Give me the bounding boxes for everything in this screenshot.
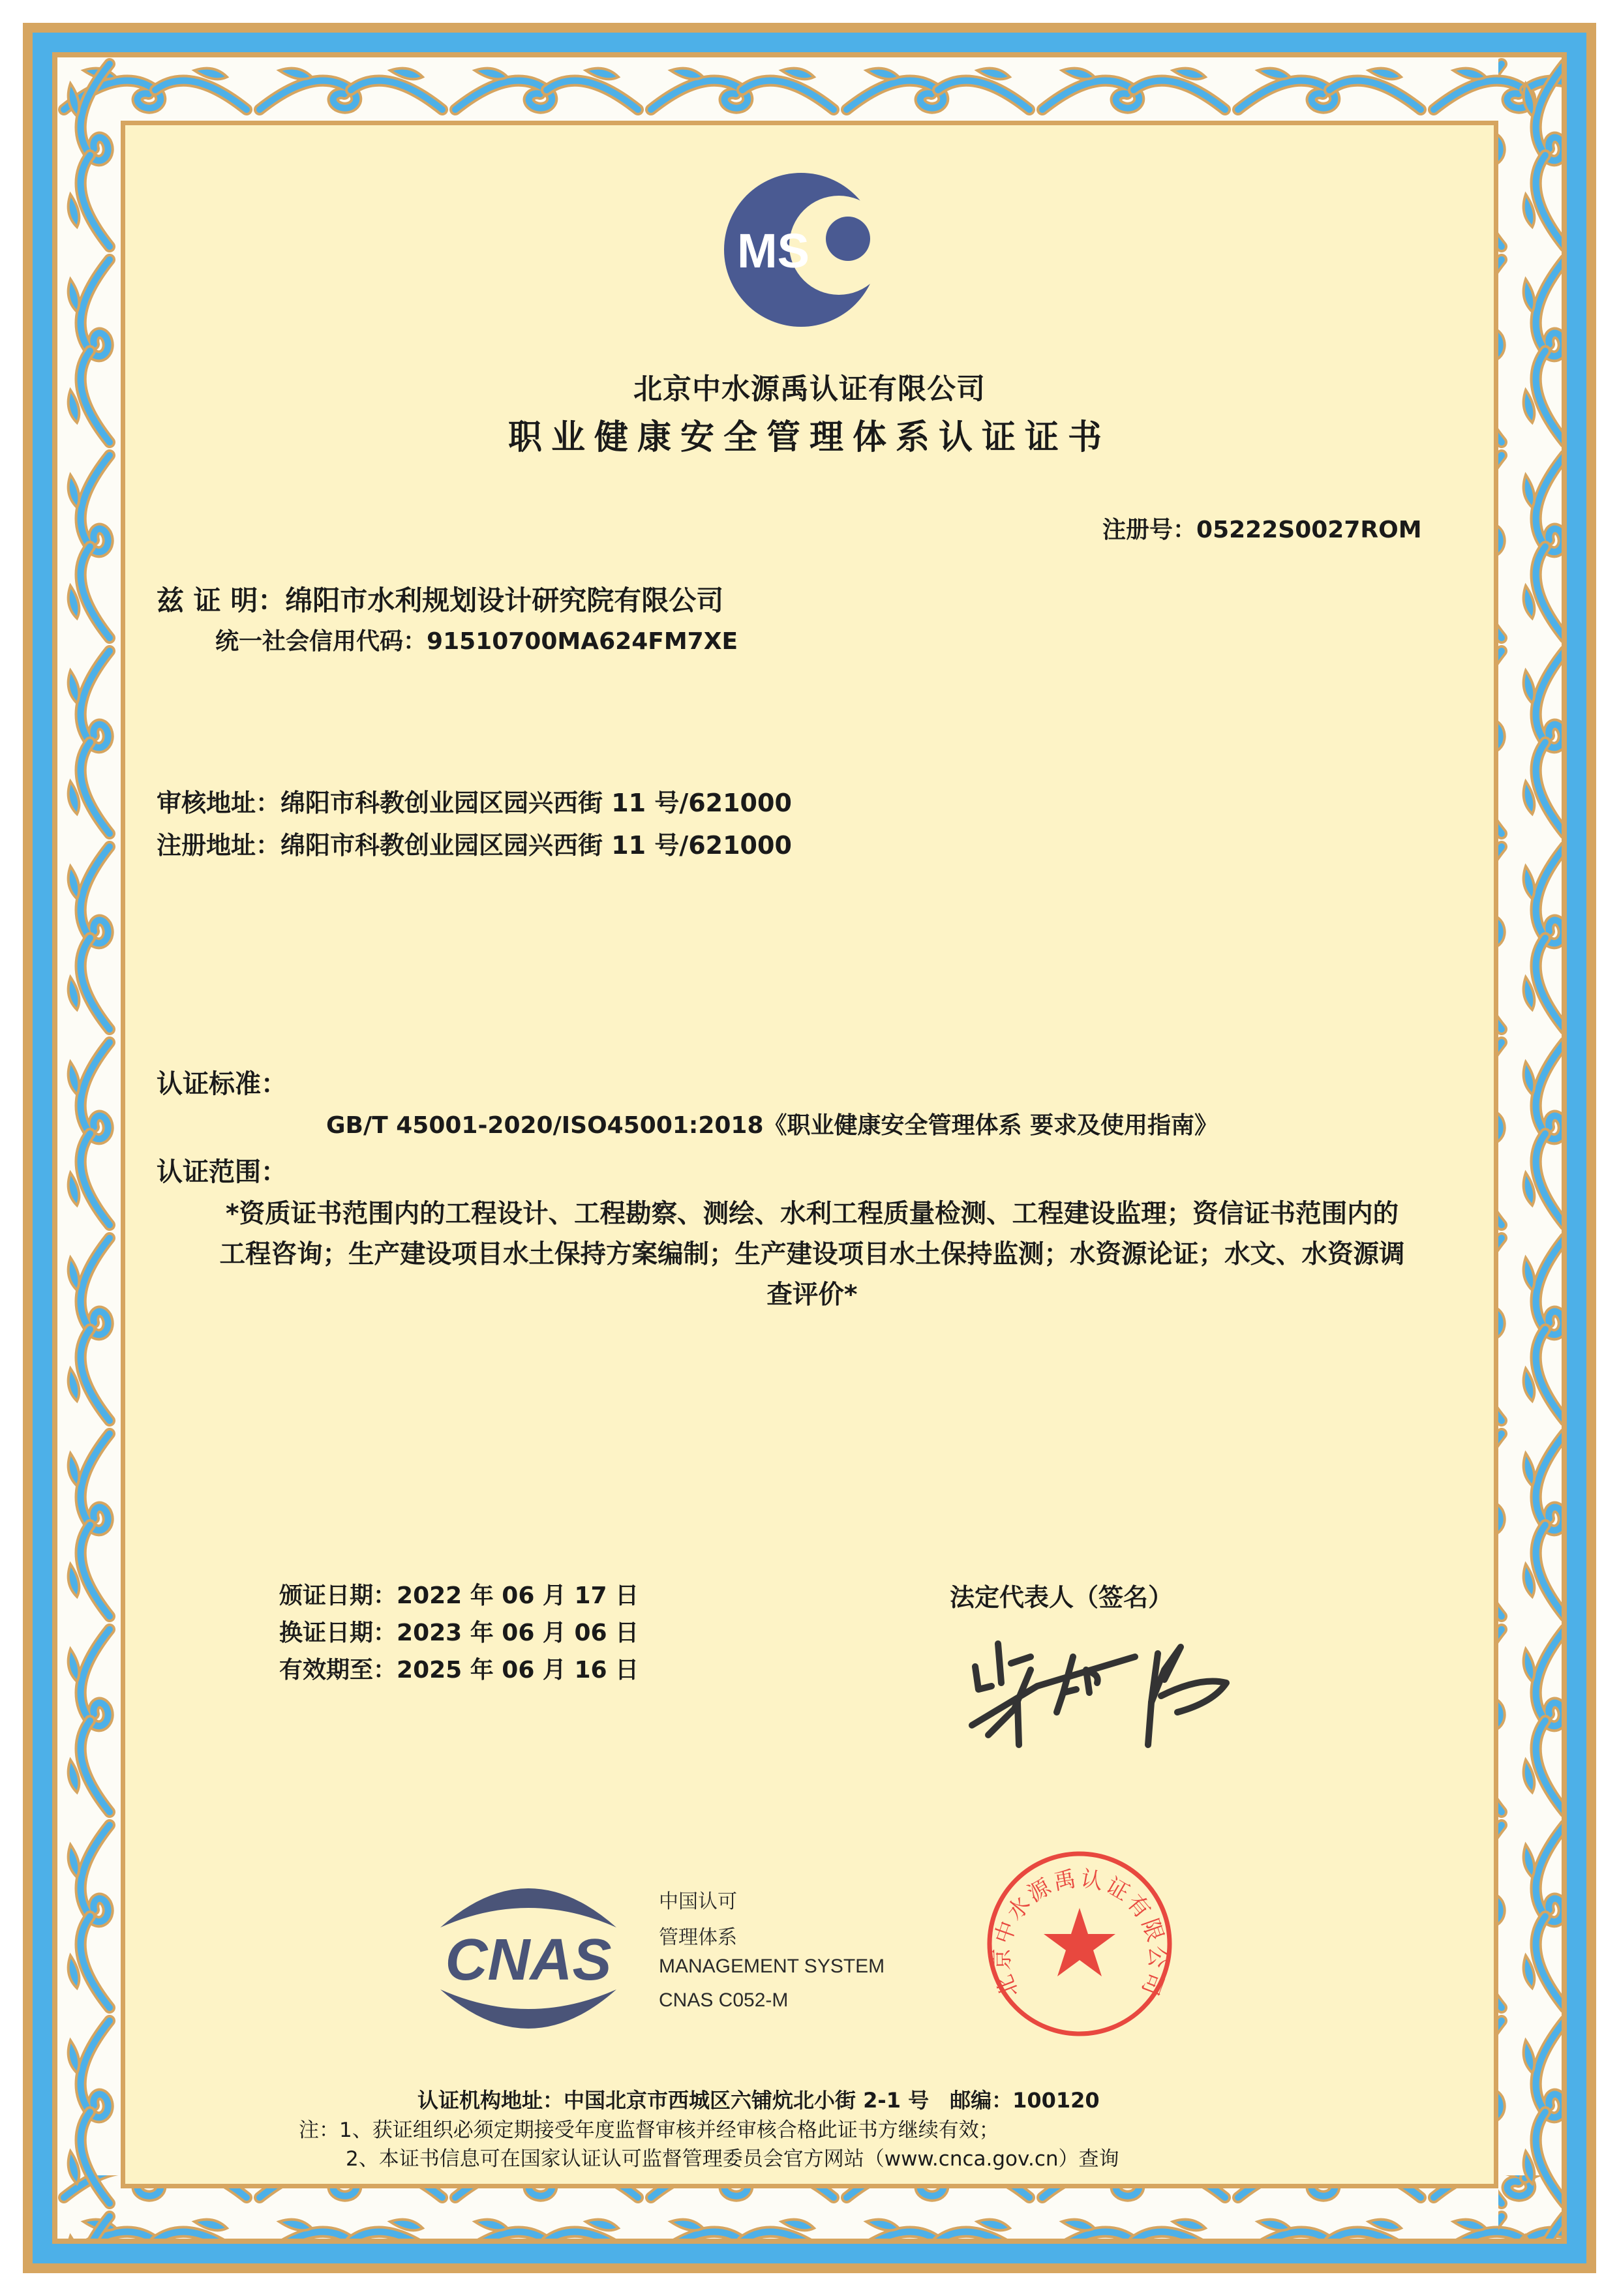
- renewal-date: [279, 1614, 639, 1648]
- expiry-date-value: 2025 年 06 月 16 日: [397, 1657, 639, 1684]
- registered-address-label: 注册地址：: [157, 831, 281, 860]
- issue-date-label: 颁证日期：: [279, 1582, 397, 1609]
- scope-text: [157, 1194, 1468, 1315]
- cnas-line-1: 中国认可: [659, 1891, 737, 1912]
- svg-text:CNAS: CNAS: [445, 1927, 612, 1993]
- certification-body-address: 认证机构地址：中国北京市西城区六铺炕北小街 2-1 号 邮编：100120: [417, 2088, 1100, 2113]
- msc-logo-icon: [724, 168, 887, 331]
- scope-line: 查评价*: [766, 1280, 858, 1310]
- standard-value: GB/T 45001-2020/ISO45001:2018《职业健康安全管理体系 要求及使用指南》: [326, 1112, 1218, 1139]
- certificate-holder: [157, 579, 723, 618]
- issue-date-value: 2022 年 06 月 17 日: [397, 1582, 639, 1609]
- registration-number-label: 注册号：: [1102, 517, 1197, 543]
- signature-icon: [939, 1631, 1233, 1761]
- audit-address-label: 审核地址：: [157, 789, 281, 817]
- scope-label: 认证范围：: [157, 1157, 287, 1187]
- holder-label: 兹 证 明：: [157, 584, 286, 616]
- svg-text:MS: MS: [737, 224, 810, 278]
- audit-address-value: 绵阳市科教创业园区园兴西街 11 号/621000: [280, 789, 792, 817]
- cnas-logo-icon: [431, 1875, 626, 2032]
- registration-number-value: 05222S0027ROM: [1196, 517, 1422, 543]
- registration-number: [1102, 511, 1422, 545]
- expiry-date-label: 有效期至：: [279, 1657, 397, 1684]
- standard-label: 认证标准：: [157, 1069, 287, 1099]
- cnas-line-4: CNAS C052-M: [659, 1989, 789, 2011]
- issue-date: [279, 1577, 639, 1610]
- issuer-name: 北京中水源禹认证有限公司: [633, 372, 986, 406]
- audit-address: [157, 783, 792, 819]
- renewal-date-label: 换证日期：: [279, 1620, 397, 1646]
- renewal-date-value: 2023 年 06 月 06 日: [397, 1620, 639, 1646]
- holder-name: 绵阳市水利规划设计研究院有限公司: [285, 584, 724, 616]
- cnas-line-3: MANAGEMENT SYSTEM: [659, 1956, 885, 1977]
- credit-code: [215, 623, 738, 656]
- registered-address: [157, 825, 792, 861]
- expiry-date: [279, 1652, 639, 1685]
- scope-line: *资质证书范围内的工程设计、工程勘察、测绘、水利工程质量检测、工程建设监理；资信证书范围内的: [225, 1199, 1399, 1229]
- note-1: 注：1、获证组织必须定期接受年度监督审核并经审核合格此证书方继续有效；: [299, 2119, 999, 2142]
- note-2: 2、本证书信息可在国家认证认可监督管理委员会官方网站（www.cnca.gov.cn）查询: [346, 2147, 1119, 2171]
- scope-line: 工程咨询；生产建设项目水土保持方案编制；生产建设项目水土保持监测；水资源论证；水文、水资源调: [219, 1239, 1405, 1269]
- credit-code-value: 91510700MA624FM7XE: [427, 628, 738, 655]
- credit-code-label: 统一社会信用代码：: [215, 628, 427, 655]
- company-seal-icon: [982, 1846, 1177, 2042]
- registered-address-value: 绵阳市科教创业园区园兴西街 11 号/621000: [280, 831, 792, 860]
- svg-text:北京中水源禹认证有限公司: 北京中水源禹认证有限公司: [988, 1865, 1171, 2002]
- cnas-line-2: 管理体系: [659, 1927, 737, 1948]
- legal-representative-label: 法定代表人（签名）: [950, 1583, 1173, 1612]
- certificate-title: 职业健康安全管理体系认证证书: [507, 418, 1111, 457]
